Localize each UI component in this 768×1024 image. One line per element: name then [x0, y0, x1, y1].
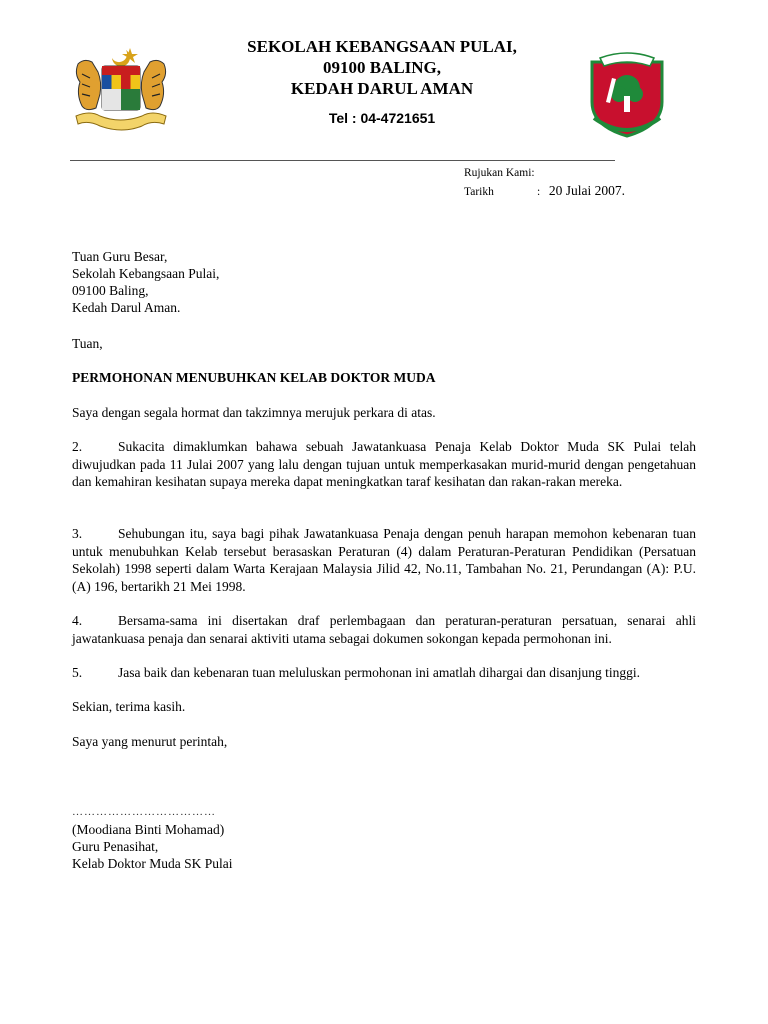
malaysia-coat-of-arms-icon	[72, 44, 170, 134]
date-label: Tarikh	[464, 186, 494, 198]
signatory-organisation: Kelab Doktor Muda SK Pulai	[72, 856, 233, 871]
school-address-line: 09100 BALING,	[322, 58, 442, 77]
recipient-line: Kedah Darul Aman.	[72, 300, 181, 315]
date-separator: :	[537, 186, 541, 198]
reference-label: Rujukan Kami:	[464, 167, 535, 179]
reference-row	[464, 164, 625, 182]
signatory-name: (Moodiana Binti Mohamad)	[72, 822, 225, 837]
sign-off: Saya yang menurut perintah,	[72, 734, 228, 749]
paragraph-text: Sukacita dimaklumkan bahawa sebuah Jawatankuasa Penaja Kelab Doktor Muda SK Pulai telah diwujudkan pada 11 Julai 2007 yang lalu dengan tujuan untuk memperkasakan murid-murid dengan pengetahuan dan kemahiran kesihatan supaya mereka dapat meningkatkan taraf kesihatan dan rakan-rakan mereka.	[72, 439, 696, 489]
paragraph-number: 3.	[72, 526, 83, 541]
signature-line: ………………………………	[72, 806, 216, 818]
school-name-line: SEKOLAH KEBANGSAAN PULAI,	[247, 37, 517, 56]
school-state-line: KEDAH DARUL AMAN	[290, 79, 474, 98]
paragraph-5	[72, 664, 696, 682]
recipient-line: Tuan Guru Besar,	[72, 249, 168, 264]
school-name	[180, 36, 584, 99]
paragraph-text: Jasa baik dan kebenaran tuan meluluskan permohonan ini amatlah dihargai dan disanjung tinggi.	[118, 665, 640, 680]
signatory-title: Guru Penasihat,	[72, 839, 159, 854]
paragraph-3	[72, 525, 696, 595]
school-logo-icon	[584, 52, 670, 138]
telephone: Tel : 04-4721651	[328, 110, 436, 126]
paragraph-text: Bersama-sama ini disertakan draf perlembagaan dan peraturan-peraturan persatuan, senarai ahli jawatankuasa penaja dan senarai aktiviti utama sebagai dokumen sokongan kepada permohonan ini.	[72, 613, 696, 646]
date-row	[464, 182, 625, 201]
recipient-address	[72, 248, 696, 316]
signature-block	[72, 804, 696, 872]
paragraph-text: Sehubungan itu, saya bagi pihak Jawatankuasa Penaja dengan penuh harapan memohon kebenaran tuan untuk menubuhkan Kelab tersebut berasaskan Peraturan (4) dalam Peraturan-Peraturan Pendidikan (Persatuan Sekolah) 1998 seperti dalam Warta Kerajaan Malaysia Jilid 42, No.11, Tambahan No. 21, Perundangan (A): P.U.(A) 196, bertarikh 21 Mei 1998.	[72, 526, 696, 594]
header-divider	[70, 160, 615, 161]
recipient-line: Sekolah Kebangsaan Pulai,	[72, 266, 220, 281]
closing-line: Sekian, terima kasih.	[72, 699, 186, 714]
reference-block	[464, 164, 625, 201]
subject-heading: PERMOHONAN MENUBUHKAN KELAB DOKTOR MUDA	[72, 370, 436, 385]
paragraph-number: 4.	[72, 613, 83, 628]
paragraph-number: 2.	[72, 439, 83, 454]
date-value: 20 Julai 2007.	[548, 183, 625, 198]
salutation: Tuan,	[72, 336, 103, 351]
recipient-line: 09100 Baling,	[72, 283, 149, 298]
letterhead	[0, 0, 768, 160]
paragraph-number: 5.	[72, 665, 83, 680]
opening-line: Saya dengan segala hormat dan takzimnya merujuk perkara di atas.	[72, 405, 436, 420]
paragraph-4	[72, 612, 696, 647]
paragraph-2	[72, 438, 696, 491]
